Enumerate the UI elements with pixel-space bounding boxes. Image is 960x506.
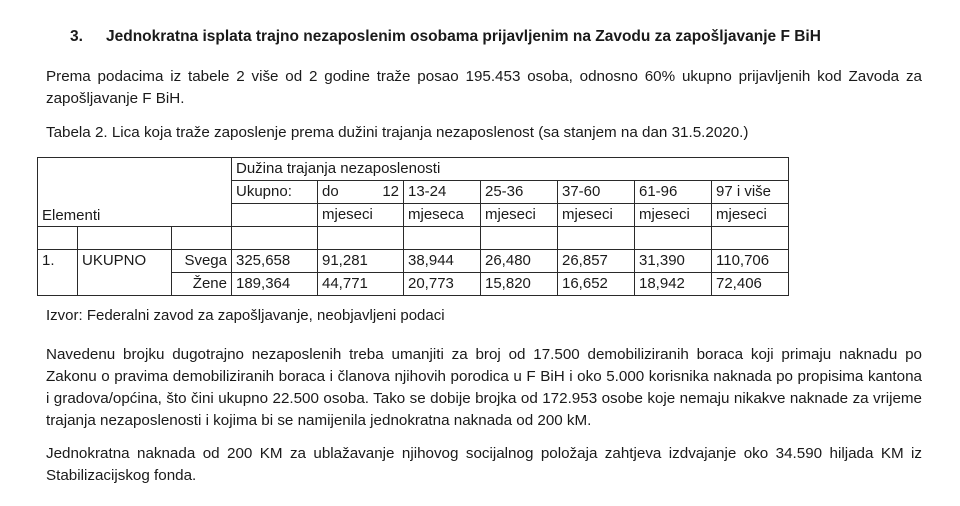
col-header-total-sub (232, 204, 318, 227)
unemployment-table (37, 157, 789, 296)
section-title: Jednokratna isplata trajno nezaposlenim osobama prijavljenim na Zavodu za zapošljavanje F BiH (106, 28, 821, 45)
table-cell: 31,390 (635, 250, 712, 273)
table-cell: 20,773 (404, 273, 481, 296)
table-cell: 189,364 (232, 273, 318, 296)
table-row (38, 250, 789, 273)
table-cell: 72,406 (712, 273, 789, 296)
section-heading (70, 28, 821, 46)
table-caption: Tabela 2. Lica koja traže zaposlenje prema dužini trajanja nezaposlenost (sa stanjem na dan 31.5.2020.) (46, 124, 749, 141)
row-header-cell (38, 158, 232, 227)
col-header-97-plus: 97 i više (712, 181, 789, 204)
row-label: UKUPNO (78, 250, 172, 296)
col-header-25-36-unit: mjeseci (481, 204, 558, 227)
table-cell: 26,480 (481, 250, 558, 273)
col-header-37-60: 37-60 (558, 181, 635, 204)
spacer-cell (558, 227, 635, 250)
section-number: 3. (70, 28, 83, 45)
spacer-cell (78, 227, 172, 250)
col-header-61-96-unit: mjeseci (635, 204, 712, 227)
table-cell: 15,820 (481, 273, 558, 296)
table-cell: 110,706 (712, 250, 789, 273)
row-sublabel: Žene (172, 273, 232, 296)
spacer-cell (318, 227, 404, 250)
row-sublabel: Svega (172, 250, 232, 273)
closing-paragraph: Jednokratna naknada od 200 KM za ublažavanje njihovog socijalnog položaja zahtjeva izdvajanje oko 34.590 hiljada KM iz Stabilizacijskog fonda. (46, 445, 922, 484)
col-header-97-plus-unit: mjeseci (712, 204, 789, 227)
col-header-0-12: do 12 (318, 181, 404, 204)
row-header: Elementi (42, 207, 101, 224)
spacer-cell (172, 227, 232, 250)
body-paragraph: Navedenu brojku dugotrajno nezaposlenih treba umanjiti za broj od 17.500 demobiliziranih boraca koji primaju naknadu po Zakonu o pravima demobiliziranih boraca i članova njihovih porodica u F BiH i oko 5.000 korisnika naknada po propisima kantona i gradova/općina, što čini ukupno 22.500 osoba. Tako se dobije brojka od 172.953 osobe koje nemaju nikakve naknade za vrijeme trajanja nezaposlenosti i kojima bi se namijenila jednokratna naknada od 200 kM. (46, 346, 922, 429)
spacer-cell (404, 227, 481, 250)
col-header-13-24: 13-24 (404, 181, 481, 204)
group-header: Dužina trajanja nezaposlenosti (232, 158, 789, 181)
spacer-cell (232, 227, 318, 250)
col-header-25-36: 25-36 (481, 181, 558, 204)
table-cell: 325,658 (232, 250, 318, 273)
table-cell: 38,944 (404, 250, 481, 273)
spacer-cell (635, 227, 712, 250)
col-header-13-24-unit: mjeseca (404, 204, 481, 227)
col-header-0-12-unit: mjeseci (318, 204, 404, 227)
intro-paragraph: Prema podacima iz tabele 2 više od 2 godine traže posao 195.453 osoba, odnosno 60% ukupno prijavljenih kod Zavoda za zapošljavanje F BiH. (46, 68, 922, 107)
table-cell: 91,281 (318, 250, 404, 273)
row-number: 1. (38, 250, 78, 296)
col-header-37-60-unit: mjeseci (558, 204, 635, 227)
spacer-cell (712, 227, 789, 250)
table-cell: 44,771 (318, 273, 404, 296)
spacer-cell (38, 227, 78, 250)
table-source: Izvor: Federalni zavod za zapošljavanje, neobjavljeni podaci (46, 307, 445, 324)
table-cell: 16,652 (558, 273, 635, 296)
table-cell: 26,857 (558, 250, 635, 273)
table-cell: 18,942 (635, 273, 712, 296)
col-header-total: Ukupno: (232, 181, 318, 204)
col-header-61-96: 61-96 (635, 181, 712, 204)
spacer-cell (481, 227, 558, 250)
